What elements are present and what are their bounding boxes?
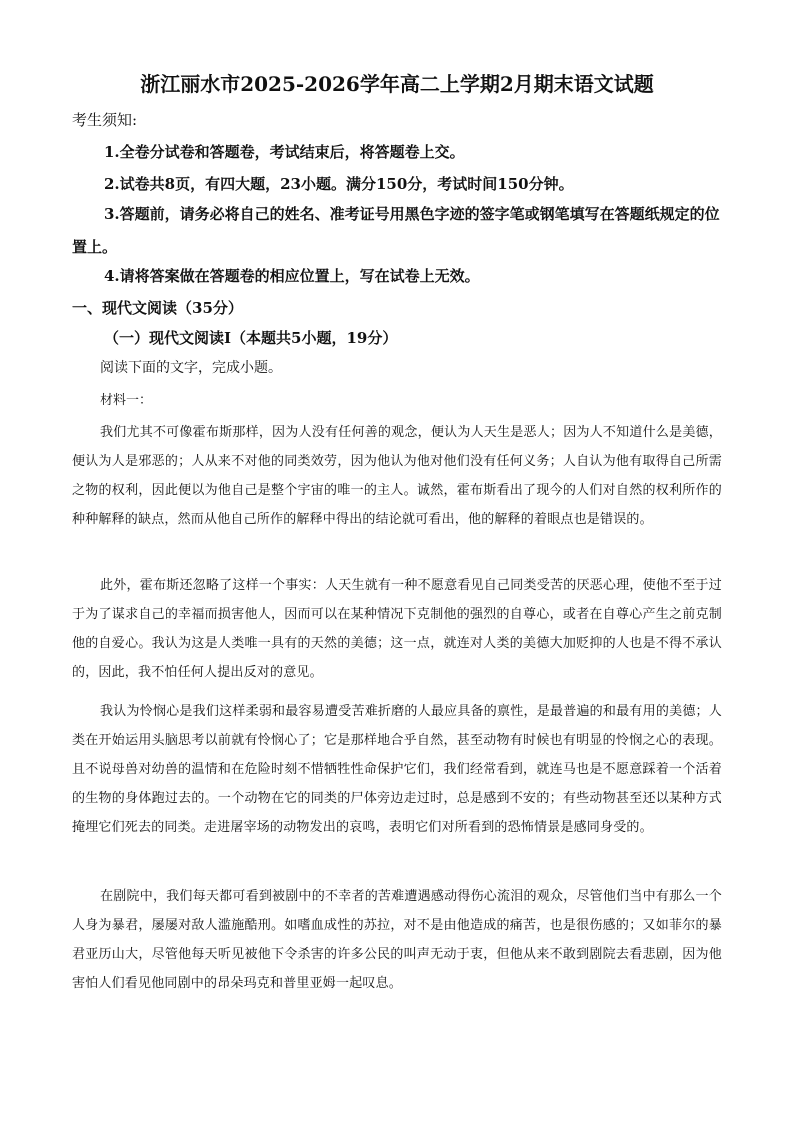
subsection-heading: （一）现代文阅读Ⅰ（本题共5小题，19分）	[104, 329, 398, 347]
passage-paragraph-1: 我们尤其不可像霍布斯那样，因为人没有任何善的观念，便认为人天生是恶人；因为人不知道什么是美德，便认为人是邪恶的；人从来不对他的同类效劳，因为他认为他对他们没有任何义务；人自认为他有取得自己所需之物的权利，因此便以为他自己是整个宇宙的唯一的主人。诚然，霍布斯看出了现今的人们对自然的权利所作的种种解释的缺点，然而从他自己所作的解释中得出的结论就可看出，他的解释的着眼点也是错误的。	[72, 425, 722, 527]
notice-item-1: 1.全卷分试卷和答题卷，考试结束后，将答题卷上交。	[104, 143, 465, 161]
notice-item-3: 3.答题前，请务必将自己的姓名、准考证号用黑色字迹的签字笔或钢笔填写在答题纸规定的位置上。	[72, 205, 720, 256]
reading-instruction: 阅读下面的文字，完成小题。	[100, 360, 282, 376]
passage-paragraph-2: 此外，霍布斯还忽略了这样一个事实：人天生就有一种不愿意看见自己同类受苦的厌恶心理，使他不至于过于为了谋求自己的幸福而损害他人，因而可以在某种情况下克制他的强烈的自尊心，或者在自尊心产生之前克制他的自爱心。我认为这是人类唯一具有的天然的美德；这一点，就连对人类的美德大加贬抑的人也是不得不承认的，因此，我不怕任何人提出反对的意见。	[72, 578, 722, 680]
exam-title: 浙江丽水市2025-2026学年高二上学期2月期末语文试题	[140, 72, 654, 96]
notice-label: 考生须知:	[72, 111, 138, 129]
passage-paragraph-3: 我认为怜悯心是我们这样柔弱和最容易遭受苦难折磨的人最应具备的禀性，是最普遍的和最有用的美德；人类在开始运用头脑思考以前就有怜悯心了；它是那样地合乎自然，甚至动物有时候也有明显的怜悯之心的表现。且不说母兽对幼兽的温情和在危险时刻不惜牺牲性命保护它们，我们经常看到，就连马也是不愿意踩着一个活着的生物的身体跑过去的。一个动物在它的同类的尸体旁边走过时，总是感到不安的；有些动物甚至还以某种方式掩埋它们死去的同类。走进屠宰场的动物发出的哀鸣，表明它们对所看到的恐怖情景是感同身受的。	[72, 704, 722, 835]
passage-paragraph-4: 在剧院中，我们每天都可看到被剧中的不幸者的苦难遭遇感动得伤心流泪的观众，尽管他们当中有那么一个人身为暴君，屡屡对敌人滥施酷刑。如嗜血成性的苏拉，对不是由他造成的痛苦，也是很伤感的；又如菲尔的暴君亚历山大，尽管他每天听见被他下令杀害的许多公民的叫声无动于衷，但他从来不敢到剧院去看悲剧，因为他害怕人们看见他同剧中的昂朵玛克和普里亚姆一起叹息。	[72, 889, 722, 991]
notice-item-2: 2.试卷共8页，有四大题，23小题。满分150分，考试时间150分钟。	[104, 175, 574, 193]
section-heading: 一、现代文阅读（35分）	[72, 299, 243, 317]
material-label: 材料一：	[100, 393, 153, 408]
notice-item-4: 4.请将答案做在答题卷的相应位置上，写在试卷上无效。	[104, 267, 480, 285]
